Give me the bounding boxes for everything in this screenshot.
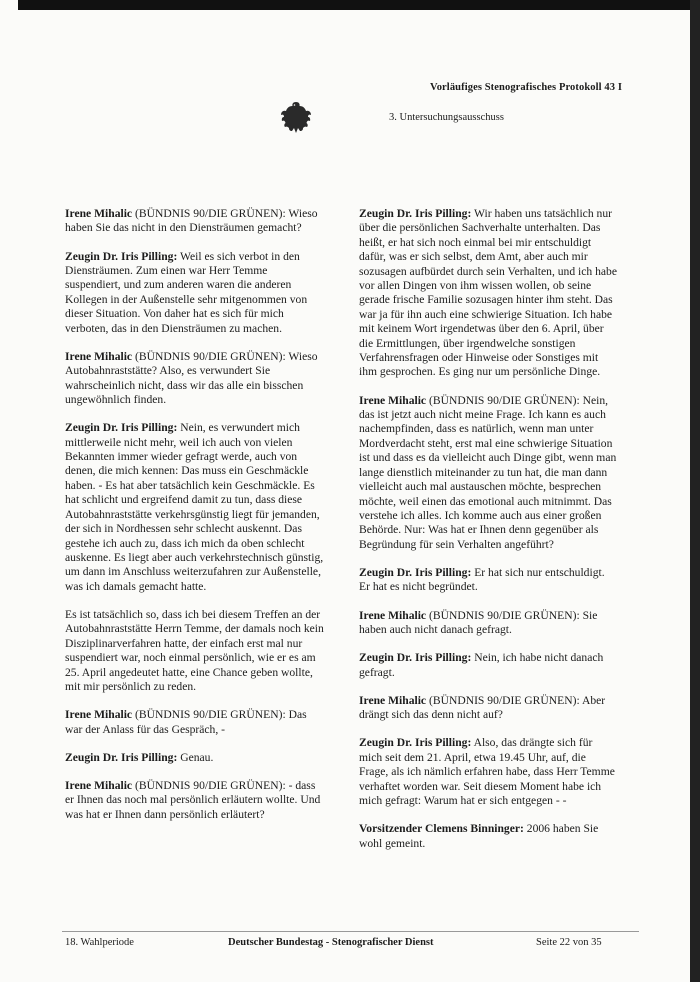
transcript-paragraph xyxy=(359,736,618,808)
speaker-name: Irene Mihalic xyxy=(65,207,133,220)
speaker-name: Irene Mihalic xyxy=(65,708,133,722)
paragraph-text: Sie haben auch nicht danach gefragt. xyxy=(359,608,598,636)
transcript-paragraph xyxy=(65,250,324,336)
transcript-paragraph xyxy=(65,421,324,594)
speaker-party: (BÜNDNIS 90/DIE GRÜNEN): xyxy=(132,778,286,792)
transcript-paragraph xyxy=(65,779,324,822)
bundestag-eagle-icon xyxy=(280,100,312,134)
right-column xyxy=(359,207,618,865)
paragraph-text: Nein, es verwundert mich mittlerweile nicht mehr, weil ich auch von vielen Bekannten immer wieder gefragt werde, auch von denen, die mich kennen: Das muss ein Geschmäckle haben. - Es hat aber tatsächlich kein Geschmäckle. Es hat schlicht und ergreifend damit zu tun, dass diese Autobahnraststätte verkehrsgünstig liegt für jemanden, der sich in Nordhessen sehr schlecht auskennt. Das gestehe ich auch zu, dass ich mich da oben schlecht auskenne. Es liegt aber auch verkehrstechnisch günstig, um dann im Anschluss weiterzufahren zur Außenstelle, was ich damals gemacht hatte. xyxy=(65,421,324,593)
speaker-name: Zeugin Dr. Iris Pilling: xyxy=(65,421,178,435)
legislative-period: 18. Wahlperiode xyxy=(65,937,134,948)
speaker-name: Zeugin Dr. Iris Pilling: xyxy=(65,249,178,263)
paragraph-text: Wieso haben Sie das nicht in den Diensträumen gemacht? xyxy=(65,207,318,235)
paragraph-text: Nein, das ist jetzt auch nicht meine Frage. Ich kann es auch nachempfinden, dass es natürlich, wenn man unter Mordverdacht steht, erst mal eine schwierige Situation ist und dass es da vielleicht auch Dinge gibt, wenn man lange dienstlich miteinander zu tun hat, die man dann vielleicht auch mal austauschen möchte, besprechen möchte, weil einen das emotional auch mitnimmt. Das verstehe ich alles. Ich komme auch aus einer großen Behörde. Nur: Was hat er Ihnen denn gegenüber als Begründung für sein Verhalten angeführt? xyxy=(359,393,617,551)
protocol-title: Vorläufiges Stenografisches Protokoll 43 I xyxy=(429,82,622,93)
speaker-name: Zeugin Dr. Iris Pilling: xyxy=(359,736,472,750)
transcript-paragraph xyxy=(65,751,324,765)
speaker-name: Irene Mihalic xyxy=(359,393,427,407)
speaker-name: Vorsitzender Clemens Binninger: xyxy=(359,822,524,836)
transcript-paragraph xyxy=(359,207,618,380)
transcript-paragraph xyxy=(65,608,324,694)
speaker-name: Zeugin Dr. Iris Pilling: xyxy=(359,651,472,665)
paragraph-text: Er hat sich nur entschuldigt. Er hat es nicht begründet. xyxy=(359,565,605,594)
speaker-name: Irene Mihalic xyxy=(359,693,427,707)
paragraph-text: Aber drängt sich das denn nicht auf? xyxy=(359,693,606,722)
speaker-name: Irene Mihalic xyxy=(65,349,133,363)
paragraph-text: Weil es sich verbot in den Diensträumen. Zum einen war Herr Temme suspendiert, und zum anderen waren die anderen Kollegen in der Außenstelle sehr mitgenommen von dieser Situation. Von daher hat es sich für mich verboten, das in den Diensträumen zu machen. xyxy=(65,249,308,335)
speaker-party: (BÜNDNIS 90/DIE GRÜNEN): xyxy=(132,207,286,220)
paragraph-text: Also, das drängte sich für mich seit dem 21. April, etwa 19.45 Uhr, auf, die Frage, als ich nämlich erfahren habe, dass Herr Temme verhaftet worden war. Seit diesem Moment habe ich mich gefragt: Warum hat er sich entgegen - - xyxy=(359,736,615,807)
transcript-paragraph xyxy=(359,822,618,851)
scan-right-edge xyxy=(690,0,700,982)
speaker-name: Zeugin Dr. Iris Pilling: xyxy=(359,565,472,579)
speaker-name: Irene Mihalic xyxy=(65,778,133,792)
page-number: Seite 22 von 35 xyxy=(536,937,602,948)
left-column xyxy=(65,207,324,836)
speaker-party: (BÜNDNIS 90/DIE GRÜNEN): xyxy=(426,608,580,622)
committee-name: 3. Untersuchungsausschuss xyxy=(389,112,504,123)
scan-top-edge xyxy=(18,0,700,10)
paragraph-text: - dass er Ihnen das noch mal persönlich erläutern wollte. Und was hat er Ihnen dann persönlich erläutert? xyxy=(65,778,321,821)
paragraph-text: Nein, ich habe nicht danach gefragt. xyxy=(359,651,604,679)
paragraph-text: Das war der Anlass für das Gespräch, - xyxy=(65,708,307,736)
transcript-paragraph xyxy=(65,207,324,236)
transcript-paragraph xyxy=(65,350,324,408)
paragraph-text: Wieso Autobahnraststätte? Also, es verwundert Sie wahrscheinlich nicht, dass wir das alle ein bisschen ungewöhnlich finden. xyxy=(65,349,318,407)
speaker-name: Irene Mihalic xyxy=(359,608,427,622)
speaker-party: (BÜNDNIS 90/DIE GRÜNEN): xyxy=(132,708,286,722)
transcript-paragraph xyxy=(359,566,618,595)
footer-divider xyxy=(62,931,639,932)
transcript-paragraph xyxy=(65,708,324,737)
paragraph-text: Wir haben uns tatsächlich nur über die persönlichen Sachverhalte unterhalten. Das heißt, er hat sich noch einmal bei mir entschuldigt dafür, was er sich selbst, dem Amt, aber auch mir sozusagen aufbürdet durch sein Verhalten, und ich habe vor allen Dingen von ihm wissen wollen, ob seine gerade frische Familie sozusagen hinter ihm steht. Das war ja für ihn auch eine schwierige Situation. Ich habe mit keinem Wort irgendetwas über den 6. April, über die Ermittlungen, über irgendwelche sonstigen Verfahrensfragen oder Hinweise oder Sonstiges mit ihm gesprochen. Es ging nur um persönliche Dinge. xyxy=(359,207,617,379)
paragraph-text: Genau. xyxy=(177,750,214,764)
speaker-party: (BÜNDNIS 90/DIE GRÜNEN): xyxy=(426,693,580,707)
transcript-paragraph xyxy=(359,694,618,723)
publisher-name: Deutscher Bundestag - Stenografischer Dienst xyxy=(228,937,434,948)
paragraph-text: Es ist tatsächlich so, dass ich bei diesem Treffen an der Autobahnraststätte Herrn Temme, der damals noch kein Disziplinarverfahren hatte, der einfach erst mal nur suspendiert war, noch einmal persönlich, wie er es am 25. April angedeutet hatte, eine Chance geben wollte, mit mir persönlich zu reden. xyxy=(65,607,324,693)
speaker-party: (BÜNDNIS 90/DIE GRÜNEN): xyxy=(132,349,286,363)
speaker-name: Zeugin Dr. Iris Pilling: xyxy=(359,207,472,220)
transcript-paragraph xyxy=(359,651,618,680)
speaker-name: Zeugin Dr. Iris Pilling: xyxy=(65,750,178,764)
speaker-party: (BÜNDNIS 90/DIE GRÜNEN): xyxy=(426,393,580,407)
transcript-paragraph xyxy=(359,609,618,638)
transcript-paragraph xyxy=(359,394,618,552)
paragraph-text: 2006 haben Sie wohl gemeint. xyxy=(359,822,599,850)
